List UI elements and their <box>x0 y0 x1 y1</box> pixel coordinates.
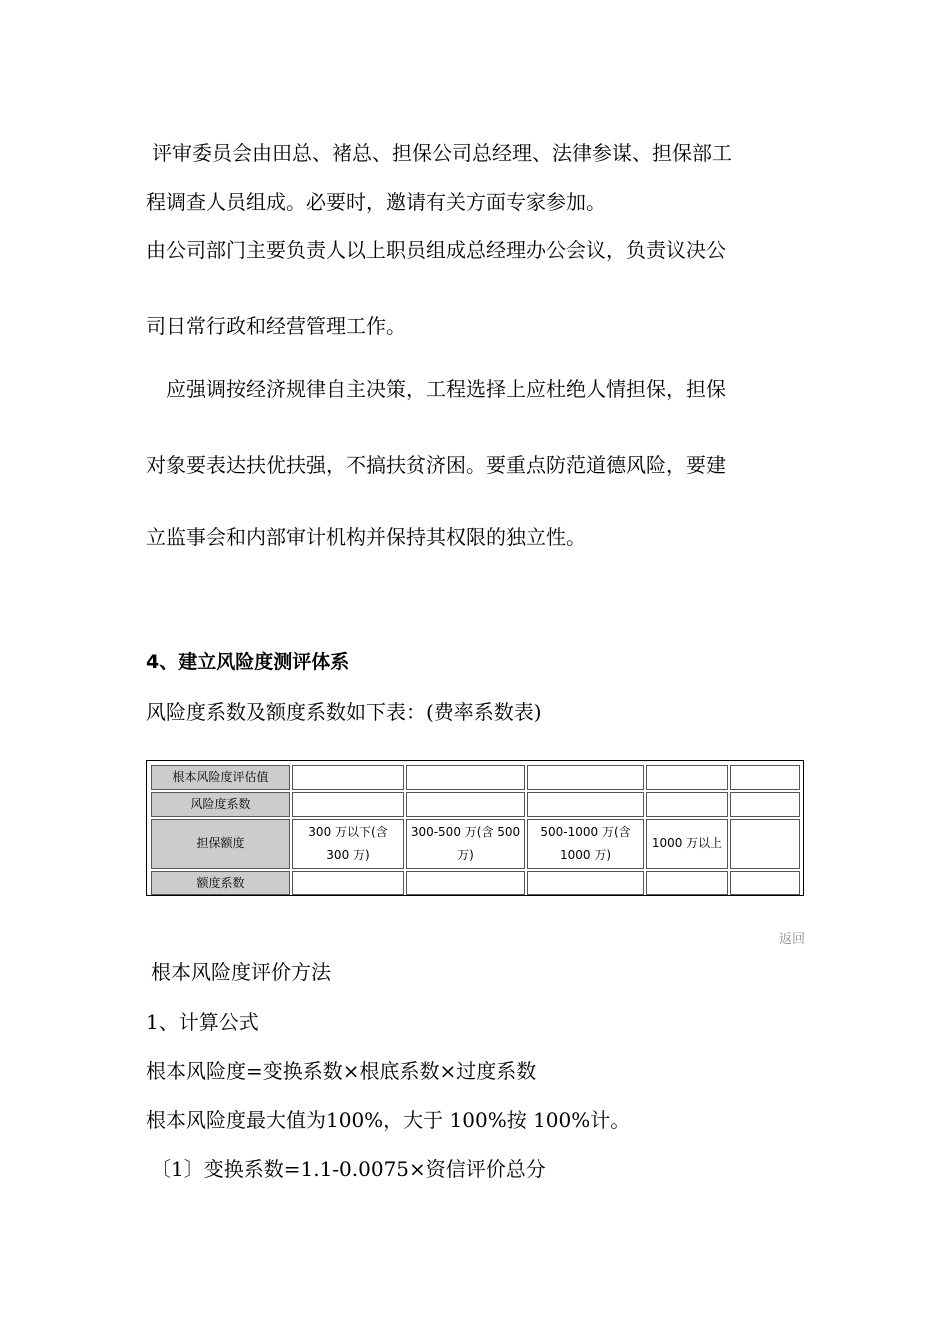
table-cell <box>646 871 728 896</box>
paragraph-office-meeting-line2: 司日常行政和经营管理工作。 <box>146 314 406 338</box>
formula-line: 根本风险度=变换系数×根底系数×过度系数 <box>146 1059 537 1083</box>
section-heading: 4、建立风险度测评体系 <box>146 651 350 673</box>
row-header-risk-coefficient: 风险度系数 <box>151 792 290 817</box>
table-cell <box>292 792 404 817</box>
table-cell <box>527 765 644 790</box>
paragraph-decision-line2: 对象要表达扶优扶强，不搞扶贫济困。要重点防范道德风险，要建 <box>146 453 726 477</box>
table-cell <box>527 792 644 817</box>
table-cell <box>646 765 728 790</box>
table-cell: 1000 万以上 <box>646 819 728 869</box>
table-cell: 300 万以下(含 300 万) <box>292 819 404 869</box>
table-row <box>151 819 800 869</box>
table-cell <box>406 792 525 817</box>
table-cell <box>292 765 404 790</box>
paragraph-decision-line3: 立监事会和内部审计机构并保持其权限的独立性。 <box>146 525 586 549</box>
method-title: 根本风险度评价方法 <box>151 960 331 984</box>
table-cell <box>730 871 800 896</box>
return-link[interactable]: 返回 <box>779 932 806 947</box>
paragraph-committee-line1: 评审委员会由田总、褚总、担保公司总经理、法律参谋、担保部工 <box>152 141 732 165</box>
paragraph-committee-line2: 程调查人员组成。必要时，邀请有关方面专家参加。 <box>146 190 606 214</box>
paragraph-decision-line1: 应强调按经济规律自主决策，工程选择上应杜绝人情担保，担保 <box>166 377 726 401</box>
row-header-guarantee-amount: 担保额度 <box>151 819 290 869</box>
table-row <box>151 765 800 790</box>
row-header-amount-coefficient: 额度系数 <box>151 871 290 896</box>
table-cell <box>406 765 525 790</box>
table-cell <box>406 871 525 896</box>
table-cell <box>527 871 644 896</box>
method-step-1: 1、计算公式 <box>146 1010 259 1034</box>
table-row <box>151 792 800 817</box>
paragraph-office-meeting-line1: 由公司部门主要负责人以上职员组成总经理办公会议，负责议决公 <box>146 238 726 262</box>
table-cell <box>730 819 800 869</box>
table-cell <box>730 792 800 817</box>
table-cell <box>730 765 800 790</box>
table-cell <box>646 792 728 817</box>
max-value-note: 根本风险度最大值为100%，大于 100%按 100%计。 <box>146 1108 631 1132</box>
table-cell: 300-500 万(含 500 万) <box>406 819 525 869</box>
table-cell <box>292 871 404 896</box>
row-header-base-risk-value: 根本风险度评估值 <box>151 765 290 790</box>
table-row <box>151 871 800 896</box>
table-intro: 风险度系数及额度系数如下表：(费率系数表) <box>146 700 542 724</box>
table-cell: 500-1000 万(含 1000 万) <box>527 819 644 869</box>
conversion-coefficient-line: 〔1〕变换系数=1.1-0.0075×资信评价总分 <box>151 1157 546 1181</box>
rate-coefficient-table <box>146 760 804 896</box>
